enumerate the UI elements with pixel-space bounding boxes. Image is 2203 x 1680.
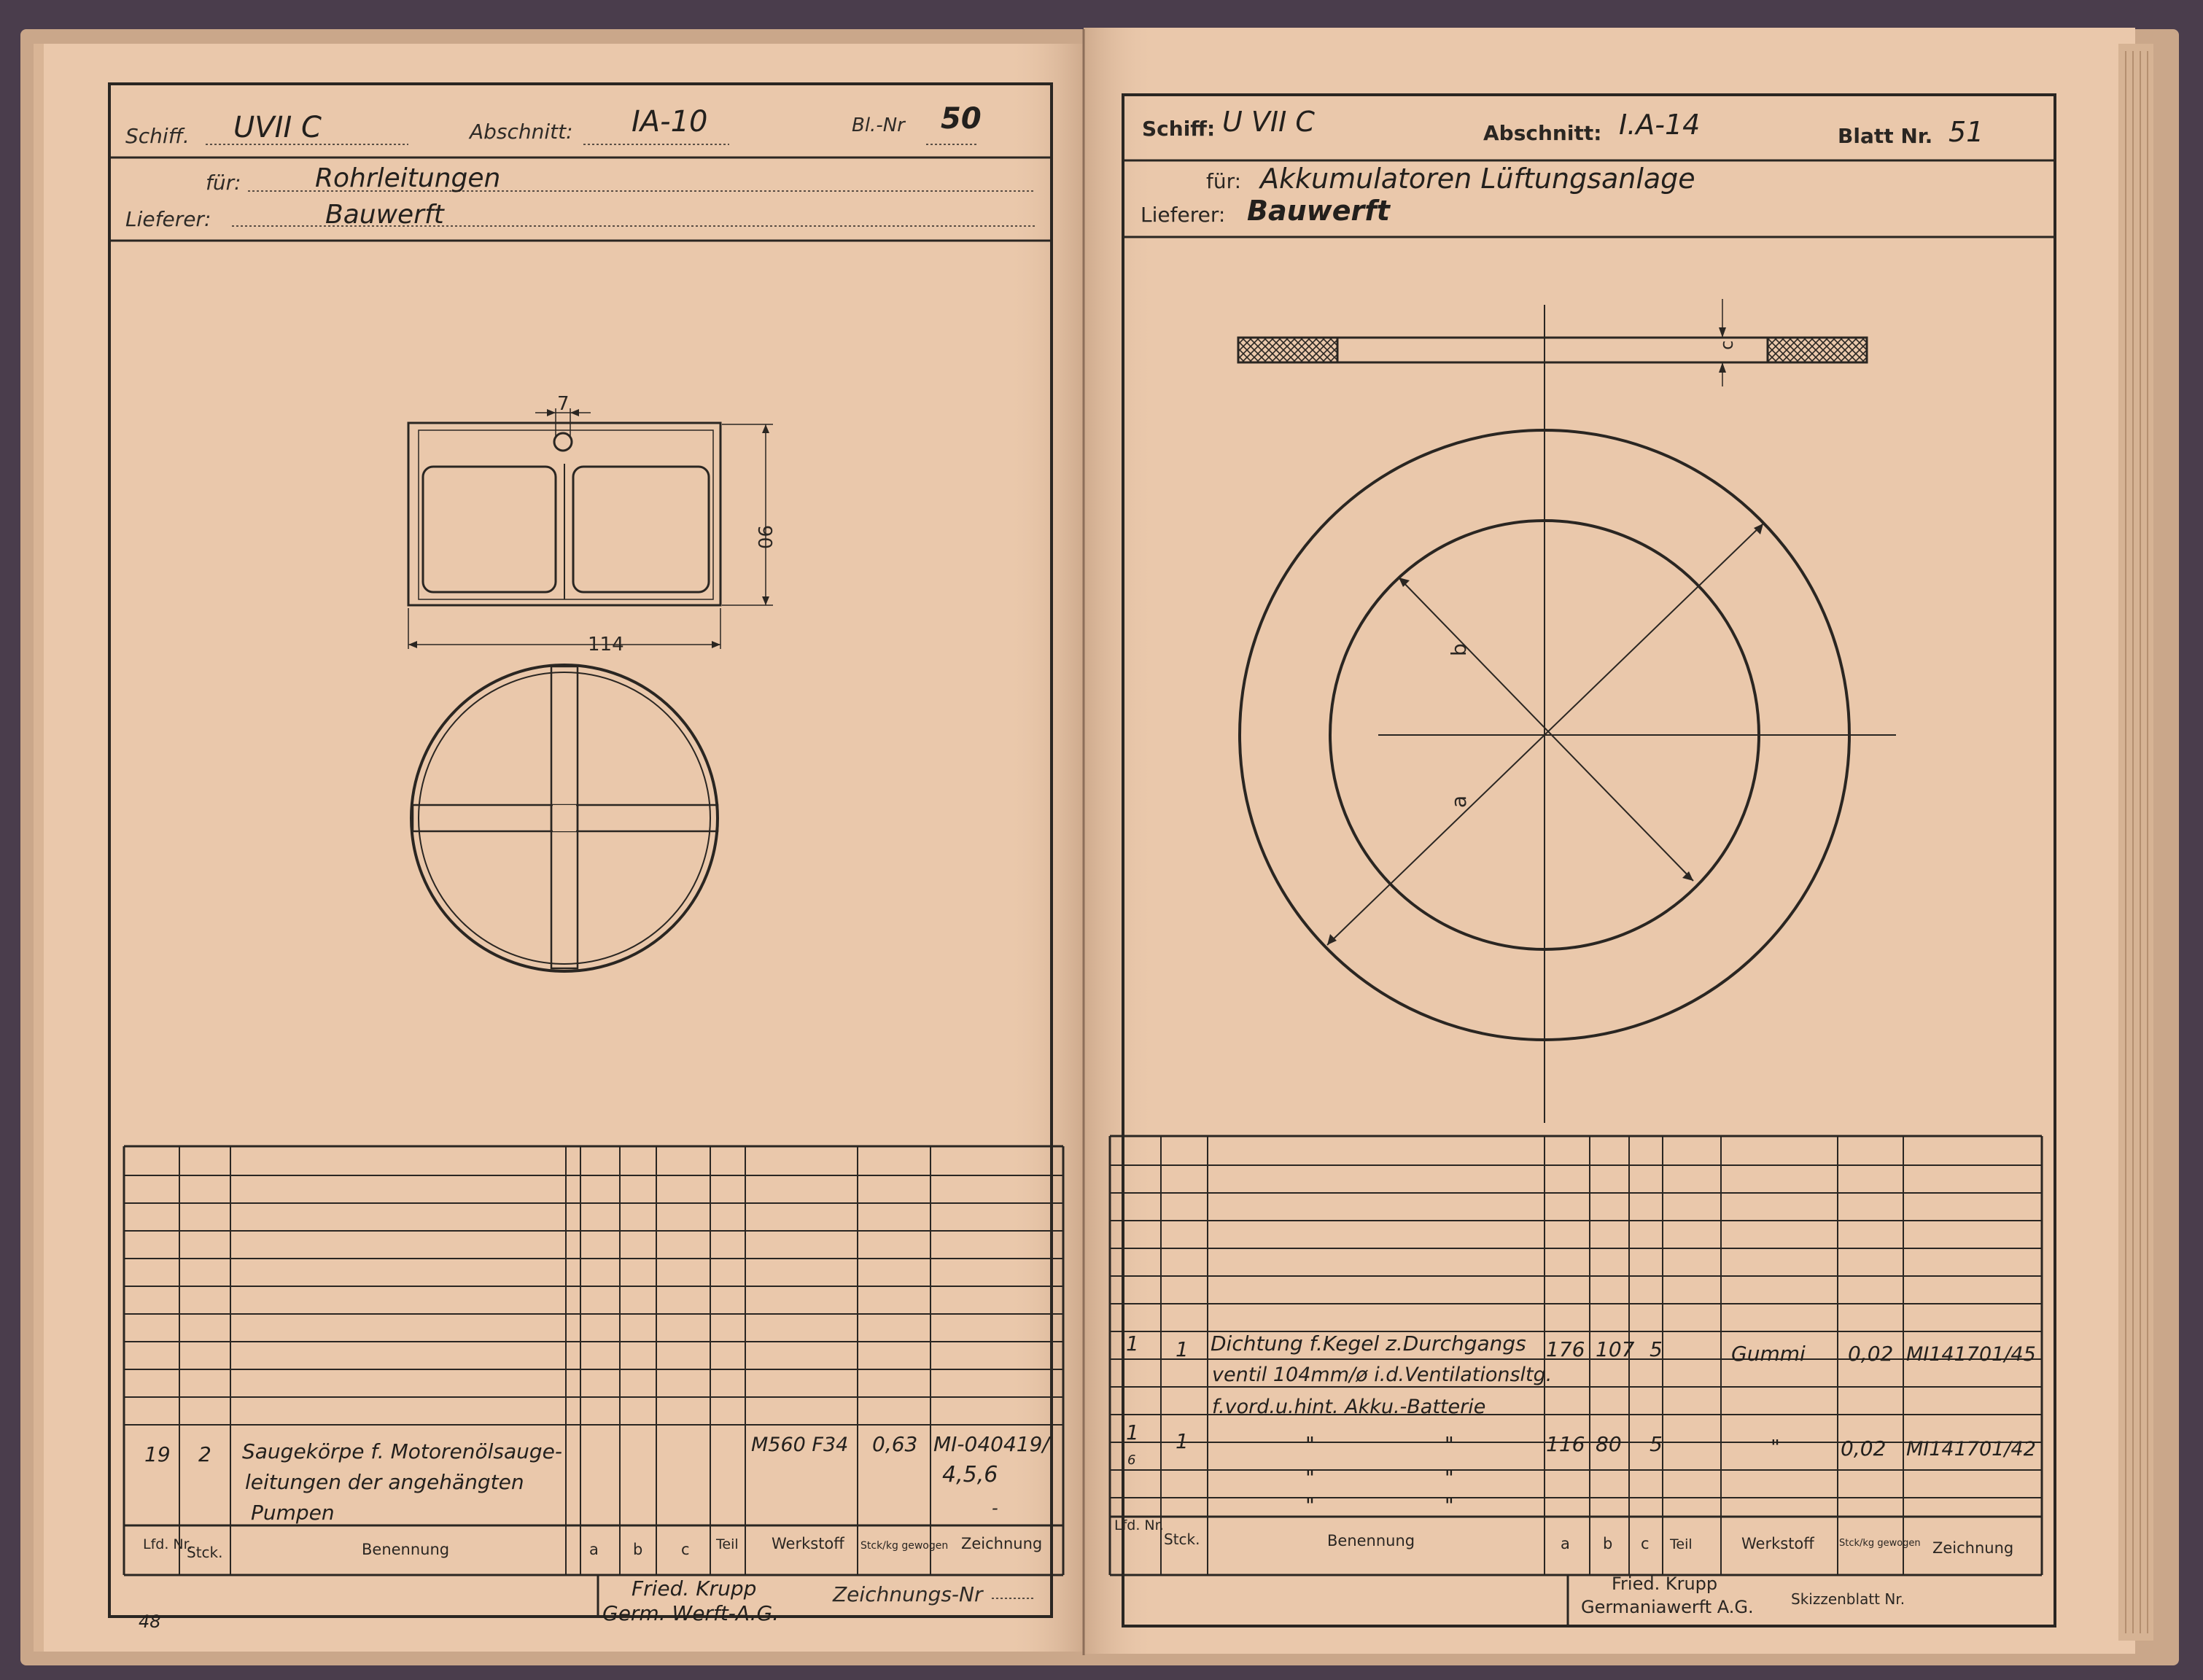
right-col-werkstoff: Werkstoff bbox=[1741, 1535, 1814, 1552]
right-fuer-value: Akkumulatoren Lüftungsanlage bbox=[1260, 163, 1695, 195]
left-row-zeichnung-3: - bbox=[992, 1498, 998, 1518]
right-row2-c: 5 bbox=[1650, 1432, 1663, 1456]
right-row2-zeichnung: MI141701/42 bbox=[1906, 1438, 2036, 1461]
right-abschnitt-label: Abschnitt: bbox=[1483, 121, 1602, 145]
left-col-b: b bbox=[633, 1541, 643, 1558]
left-dim-height: 90 bbox=[753, 525, 775, 550]
right-col-benennung: Benennung bbox=[1327, 1532, 1415, 1549]
right-blatt-label: Blatt Nr. bbox=[1838, 124, 1933, 148]
left-col-a: a bbox=[589, 1541, 599, 1558]
left-col-c: c bbox=[681, 1541, 690, 1558]
left-company-line2: Germ. Werft-A.G. bbox=[602, 1601, 780, 1625]
right-row1-gewicht: 0,02 bbox=[1848, 1342, 1894, 1366]
left-company-line1: Fried. Krupp bbox=[632, 1576, 757, 1601]
left-col-werkstoff: Werkstoff bbox=[772, 1535, 844, 1552]
left-col-benennung: Benennung bbox=[362, 1541, 450, 1558]
left-row-lfd-nr: 19 bbox=[144, 1442, 171, 1466]
left-col-lfd-nr: Lfd. Nr. bbox=[143, 1536, 193, 1552]
right-lieferer-label: Lieferer: bbox=[1141, 203, 1226, 227]
left-row-zeichnung-1: MI-040419/ bbox=[933, 1432, 1049, 1456]
right-col-stck: Stck. bbox=[1164, 1531, 1200, 1548]
left-corner-mark: 48 bbox=[139, 1611, 161, 1632]
right-company-line1: Fried. Krupp bbox=[1612, 1574, 1718, 1594]
left-row-benennung-3: Pumpen bbox=[251, 1501, 335, 1525]
right-blatt-value: 51 bbox=[1948, 116, 1984, 148]
right-row1-c: 5 bbox=[1650, 1337, 1663, 1361]
right-row2-lfd-nr-sub: 6 bbox=[1127, 1452, 1136, 1468]
right-lieferer-value: Bauwerft bbox=[1247, 195, 1390, 227]
right-row2-stck: 1 bbox=[1176, 1429, 1189, 1453]
right-col-zeichnung: Zeichnung bbox=[1932, 1539, 2014, 1557]
right-dim-c: c bbox=[1717, 340, 1737, 350]
left-dim-width: 7 bbox=[557, 393, 570, 415]
right-schiff-label: Schiff: bbox=[1142, 117, 1216, 141]
left-schiff-value: UVII C bbox=[233, 111, 322, 144]
right-abschnitt-value: I.A-14 bbox=[1619, 109, 1701, 141]
left-blatt-value: 50 bbox=[941, 102, 982, 136]
right-col-a: a bbox=[1561, 1535, 1570, 1552]
right-row2-b: 80 bbox=[1596, 1432, 1622, 1456]
left-row-stck: 2 bbox=[198, 1442, 211, 1466]
left-abschnitt-label: Abschnitt: bbox=[470, 120, 573, 144]
left-row-benennung-1: Saugekörpe f. Motorenölsauge- bbox=[242, 1439, 562, 1463]
right-row2-a: 116 bbox=[1546, 1432, 1585, 1456]
right-row1-zeichnung: MI141701/45 bbox=[1906, 1343, 2036, 1366]
right-row1-benennung-3: f.vord.u.hint. Akku.-Batterie bbox=[1212, 1396, 1486, 1418]
left-col-stck: Stck. bbox=[187, 1544, 223, 1561]
right-dim-b: b bbox=[1447, 643, 1471, 656]
right-col-lfd-nr: Lfd. Nr. bbox=[1114, 1517, 1164, 1533]
right-row1-benennung-1: Dichtung f.Kegel z.Durchgangs bbox=[1211, 1331, 1526, 1356]
left-fuer-label: für: bbox=[206, 171, 241, 195]
left-row-benennung-2: leitungen der angehängten bbox=[245, 1470, 524, 1494]
right-row2-benennung-2: " " bbox=[1305, 1466, 1454, 1490]
left-schiff-label: Schiff. bbox=[125, 124, 190, 148]
right-row1-stck: 1 bbox=[1176, 1337, 1189, 1361]
left-col-teil: Teil bbox=[716, 1536, 739, 1552]
right-row1-b: 107 bbox=[1596, 1337, 1635, 1361]
right-row2-benennung-1: " " bbox=[1305, 1432, 1454, 1456]
left-row-gewicht: 0,63 bbox=[872, 1432, 918, 1456]
left-abschnitt-value: IA-10 bbox=[632, 105, 708, 139]
left-zeichnungs-label: Zeichnungs-Nr bbox=[833, 1582, 983, 1606]
right-skizzen-label: Skizzenblatt Nr. bbox=[1791, 1590, 1905, 1608]
right-schiff-value: U VII C bbox=[1222, 106, 1315, 138]
right-col-b: b bbox=[1603, 1535, 1613, 1552]
right-col-gewicht: Stck/kg gewogen bbox=[1839, 1538, 1921, 1549]
right-row1-lfd-nr: 1 bbox=[1126, 1331, 1139, 1356]
right-row2-benennung-3: " " bbox=[1305, 1493, 1454, 1517]
right-row2-gewicht: 0,02 bbox=[1841, 1436, 1887, 1461]
left-col-gewicht: Stck/kg gewogen bbox=[860, 1540, 949, 1552]
right-row2-werkstoff: " bbox=[1771, 1435, 1780, 1459]
right-row2-lfd-nr: 1 bbox=[1126, 1420, 1139, 1444]
left-col-zeichnung: Zeichnung bbox=[961, 1535, 1043, 1552]
left-dim-diameter: 114 bbox=[588, 634, 624, 656]
right-col-c: c bbox=[1641, 1535, 1650, 1552]
left-lieferer-label: Lieferer: bbox=[125, 207, 211, 231]
left-fuer-value: Rohrleitungen bbox=[315, 163, 501, 193]
left-row-zeichnung-2: 4,5,6 bbox=[942, 1462, 998, 1488]
right-company-line2: Germaniawerft A.G. bbox=[1581, 1597, 1754, 1617]
left-blatt-label: Bl.-Nr bbox=[852, 114, 905, 136]
left-lieferer-value: Bauwerft bbox=[325, 200, 444, 230]
right-row1-a: 176 bbox=[1546, 1337, 1585, 1361]
right-row1-werkstoff: Gummi bbox=[1731, 1342, 1806, 1366]
left-row-werkstoff: M560 F34 bbox=[751, 1434, 849, 1456]
right-col-teil: Teil bbox=[1670, 1536, 1693, 1552]
right-row1-benennung-2: ventil 104mm/ø i.d.Ventilationsltg. bbox=[1212, 1364, 1553, 1386]
left-page bbox=[34, 44, 1084, 1652]
right-fuer-label: für: bbox=[1206, 169, 1242, 193]
right-dim-a: a bbox=[1447, 795, 1471, 808]
